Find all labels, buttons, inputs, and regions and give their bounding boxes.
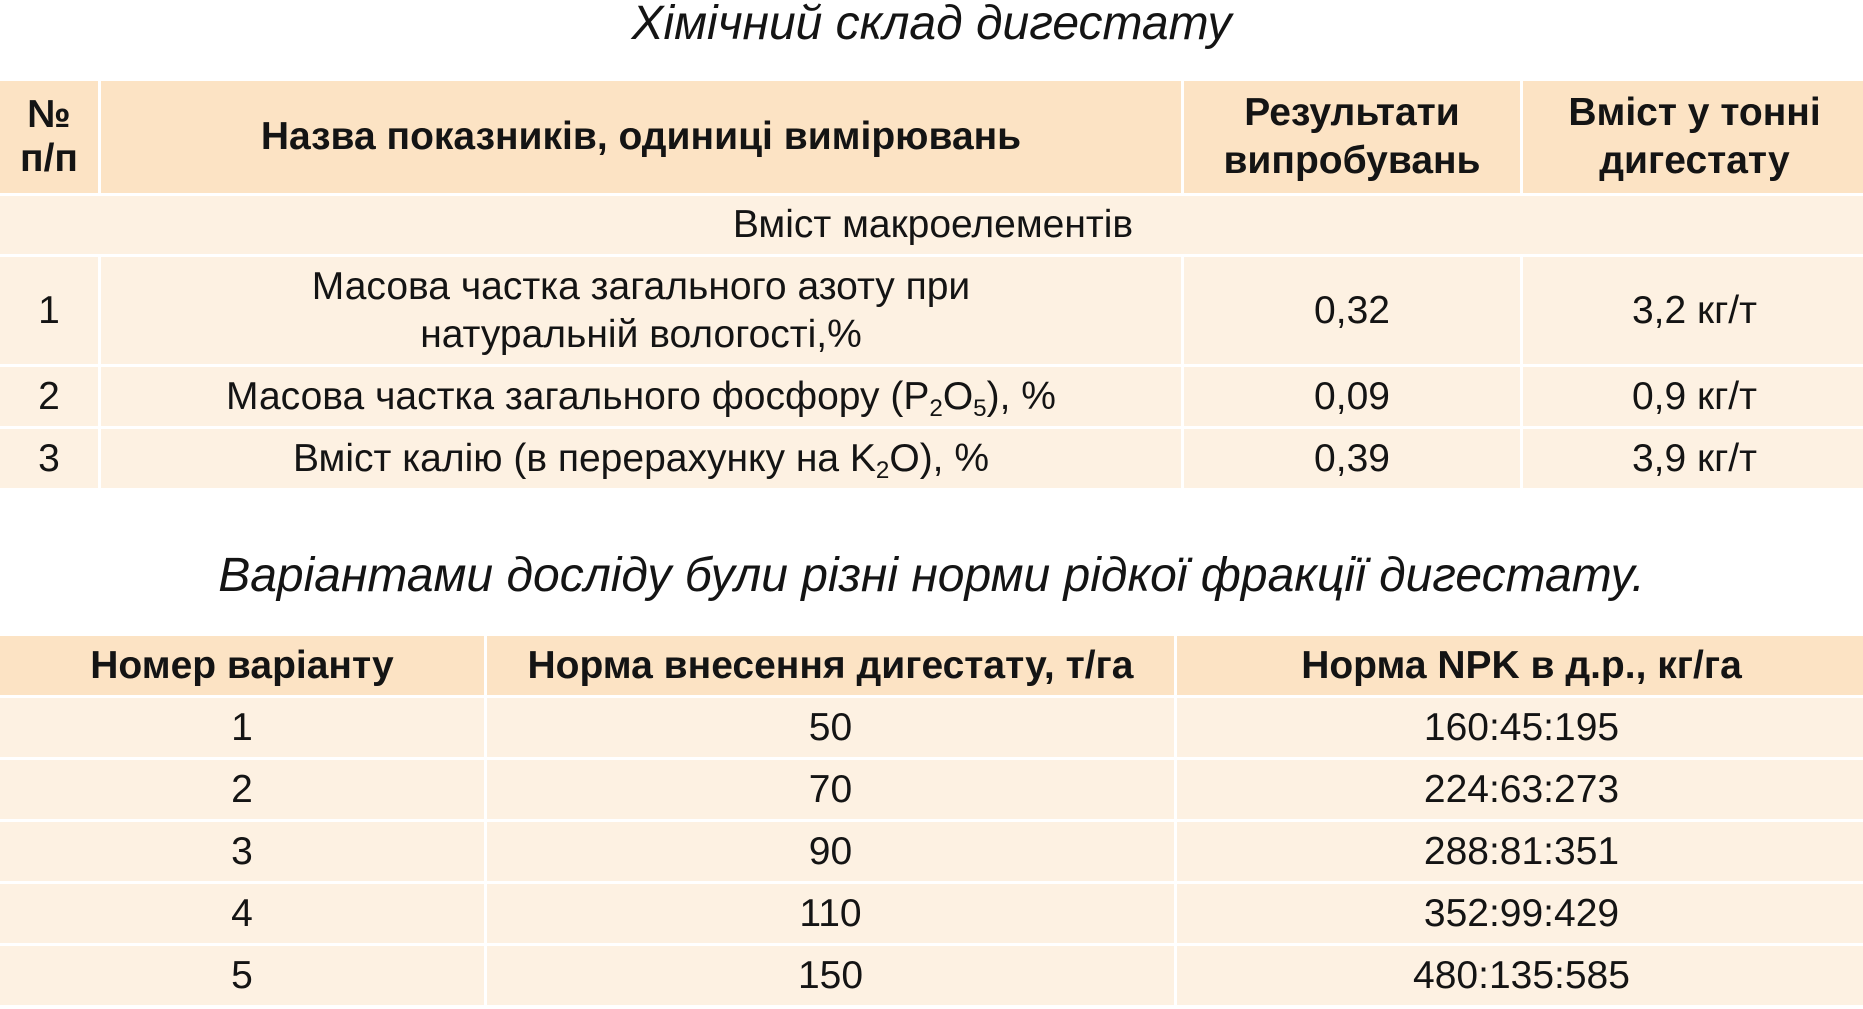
row-indicator-name	[100, 428, 1183, 490]
application-rate: 50	[486, 697, 1176, 759]
header-npk-rate: Норма NPK в д.р., кг/га	[1176, 635, 1863, 697]
header-results: Результати випробувань	[1183, 80, 1522, 195]
variant-number: 1	[0, 697, 486, 759]
row-per-ton: 3,9 кг/т	[1522, 428, 1863, 490]
table-row	[0, 759, 1863, 821]
variant-number: 3	[0, 821, 486, 883]
row-per-ton: 3,2 кг/т	[1522, 256, 1863, 366]
header-per-ton: Вміст у тонні дигестату	[1522, 80, 1863, 195]
npk-rate: 224:63:273	[1176, 759, 1863, 821]
table-row	[0, 821, 1863, 883]
variants-table	[0, 633, 1863, 1008]
subscript: 5	[973, 394, 987, 422]
subscript: 2	[875, 456, 890, 484]
row-result: 0,32	[1183, 256, 1522, 366]
table-header-row	[0, 80, 1863, 195]
name-part: O	[942, 374, 974, 418]
variants-caption: Варіантами досліду були різні норми рідкої фракції дигестату.	[218, 549, 1645, 602]
variant-number: 2	[0, 759, 486, 821]
row-result: 0,39	[1183, 428, 1522, 490]
application-rate: 110	[486, 883, 1176, 945]
table-row	[0, 256, 1863, 366]
header-variant-number: Номер варіанту	[0, 635, 486, 697]
row-number: 1	[0, 256, 100, 366]
name-part: ), %	[986, 374, 1056, 418]
header-indicator-name: Назва показників, одиниці вимірювань	[100, 80, 1183, 195]
name-part: O), %	[889, 436, 990, 480]
variant-number: 4	[0, 883, 486, 945]
npk-rate: 480:135:585	[1176, 945, 1863, 1007]
header-number: № п/п	[0, 80, 100, 195]
application-rate: 150	[486, 945, 1176, 1007]
application-rate: 90	[486, 821, 1176, 883]
row-result: 0,09	[1183, 366, 1522, 428]
subscript: 2	[929, 394, 943, 422]
page-title: Хімічний склад дигестату	[631, 0, 1232, 50]
section-macroelements: Вміст макроелементів	[0, 195, 1863, 256]
row-indicator-name	[100, 366, 1183, 428]
npk-rate: 352:99:429	[1176, 883, 1863, 945]
table-header-row	[0, 635, 1863, 697]
variant-number: 5	[0, 945, 486, 1007]
section-row	[0, 195, 1863, 256]
table-row	[0, 945, 1863, 1007]
header-application-rate: Норма внесення дигестату, т/га	[486, 635, 1176, 697]
name-part: Масова частка загального фосфору (P	[226, 374, 930, 418]
chemical-composition-table	[0, 78, 1863, 491]
table-row	[0, 428, 1863, 490]
name-part: Вміст калію (в перерахунку на K	[292, 436, 876, 480]
row-number: 2	[0, 366, 100, 428]
npk-rate: 160:45:195	[1176, 697, 1863, 759]
row-per-ton: 0,9 кг/т	[1522, 366, 1863, 428]
table-row	[0, 697, 1863, 759]
application-rate: 70	[486, 759, 1176, 821]
npk-rate: 288:81:351	[1176, 821, 1863, 883]
table-row	[0, 883, 1863, 945]
row-number: 3	[0, 428, 100, 490]
row-indicator-name: Масова частка загального азоту при натуральній вологості,%	[100, 256, 1183, 366]
table-row	[0, 366, 1863, 428]
